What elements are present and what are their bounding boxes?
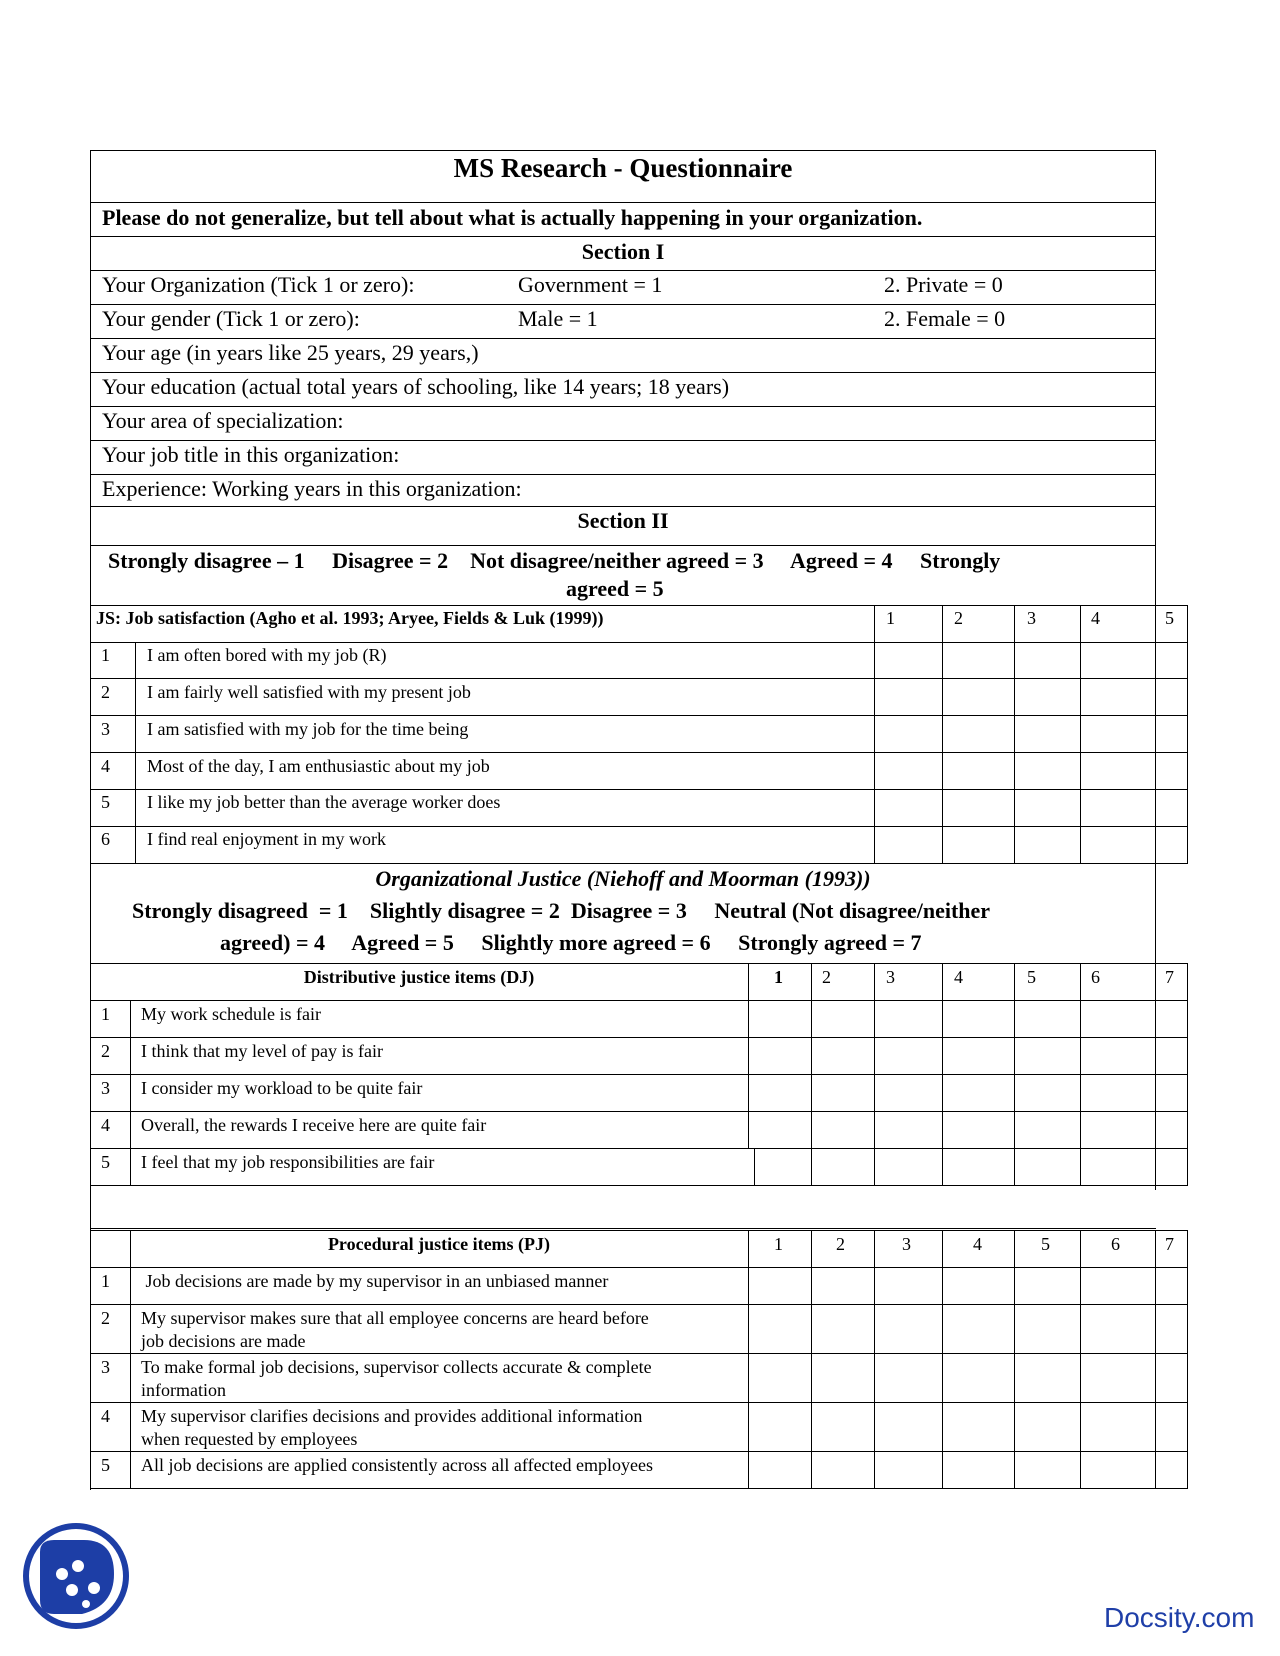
pj-col-1: 1 [774,1234,783,1254]
js-col-5: 5 [1165,608,1174,628]
js-col-4: 4 [1091,608,1100,628]
docsity-brand[interactable]: Docsity.com [1104,1602,1255,1633]
pj-col-7: 7 [1165,1234,1174,1254]
row-number: 2 [101,1041,110,1061]
item-text-cont: information [141,1380,226,1400]
gender-label: Your gender (Tick 1 or zero): [102,306,360,331]
row-number: 3 [101,1078,110,1098]
org-option-government[interactable]: Government = 1 [518,272,663,297]
item-text: I am fairly well satisfied with my present job [147,682,471,702]
js-table-header: JS: Job satisfaction (Agho et al. 1993; Aryee, Fields & Luk (1999)) [96,608,604,628]
row-number: 1 [101,645,110,665]
pj-col-3: 3 [902,1234,911,1254]
item-text: My supervisor clarifies decisions and provides additional information [141,1406,643,1426]
js-col-2: 2 [954,608,963,628]
gender-option-female[interactable]: 2. Female = 0 [884,306,1006,331]
org-option-private[interactable]: 2. Private = 0 [884,272,1003,297]
item-text: Job decisions are made by my supervisor in an unbiased manner [141,1271,609,1291]
item-text: To make formal job decisions, supervisor collects accurate & complete [141,1357,652,1377]
oj-title: Organizational Justice (Niehoff and Moorman (1993)) [375,866,871,891]
item-text-cont: job decisions are made [141,1331,306,1351]
specialization-field[interactable]: Your area of specialization: [102,408,344,433]
org-label: Your Organization (Tick 1 or zero): [102,272,415,297]
row-number: 2 [101,682,110,702]
dj-table-header: Distributive justice items (DJ) [303,967,535,987]
row-number: 6 [101,829,110,849]
dj-col-4: 4 [954,967,963,987]
item-text: I think that my level of pay is fair [141,1041,383,1061]
dj-col-6: 6 [1091,967,1100,987]
row-number: 4 [101,1115,110,1135]
section1-heading: Section I [581,239,665,264]
js-col-3: 3 [1027,608,1036,628]
row-number: 5 [101,792,110,812]
row-number: 5 [101,1455,110,1475]
row-number: 4 [101,756,110,776]
item-text: I am satisfied with my job for the time being [147,719,469,739]
row-number: 1 [101,1271,110,1291]
dj-col-3: 3 [886,967,895,987]
pj-table-header: Procedural justice items (PJ) [327,1234,551,1254]
dj-col-7: 7 [1165,967,1174,987]
item-text: My work schedule is fair [141,1004,321,1024]
gender-option-male[interactable]: Male = 1 [518,306,598,331]
row-number: 1 [101,1004,110,1024]
pj-col-5: 5 [1041,1234,1050,1254]
js-scale-line1: Strongly disagree – 1 Disagree = 2 Not disagree/neither agreed = 3 Agreed = 4 Strongly [108,548,1001,573]
pj-col-6: 6 [1111,1234,1120,1254]
item-text: I feel that my job responsibilities are fair [141,1152,435,1172]
section2-heading: Section II [577,508,669,533]
item-text: Most of the day, I am enthusiastic about my job [147,756,490,776]
row-number: 3 [101,719,110,739]
js-col-1: 1 [886,608,895,628]
row-number: 4 [101,1406,110,1426]
item-text: I like my job better than the average worker does [147,792,501,812]
instruction-text: Please do not generalize, but tell about what is actually happening in your organization. [102,205,923,230]
item-text: I am often bored with my job (R) [147,645,387,665]
dj-col-2: 2 [822,967,831,987]
age-field[interactable]: Your age (in years like 25 years, 29 years,) [102,340,479,365]
oj-scale-line2: agreed) = 4 Agreed = 5 Slightly more agreed = 6 Strongly agreed = 7 [220,930,922,955]
item-text: My supervisor makes sure that all employee concerns are heard before [141,1308,649,1328]
docsity-logo-icon [22,1522,130,1630]
row-number: 3 [101,1357,110,1377]
job-title-field[interactable]: Your job title in this organization: [102,442,400,467]
item-text: All job decisions are applied consistently across all affected employees [141,1455,654,1475]
item-text-cont: when requested by employees [141,1429,358,1449]
row-number: 2 [101,1308,110,1328]
page-title: MS Research - Questionnaire [453,153,793,183]
item-text: I consider my workload to be quite fair [141,1078,423,1098]
dj-col-1: 1 [774,967,783,987]
js-scale-line2: agreed = 5 [566,576,664,601]
oj-scale-line1: Strongly disagreed = 1 Slightly disagree = 2 Disagree = 3 Neutral (Not disagree/neither [132,898,991,923]
dj-col-5: 5 [1027,967,1036,987]
experience-field[interactable]: Experience: Working years in this organization: [102,476,522,501]
pj-col-4: 4 [973,1234,982,1254]
item-text: I find real enjoyment in my work [147,829,386,849]
row-number: 5 [101,1152,110,1172]
item-text: Overall, the rewards I receive here are quite fair [141,1115,487,1135]
education-field[interactable]: Your education (actual total years of schooling, like 14 years; 18 years) [102,374,730,399]
pj-col-2: 2 [836,1234,845,1254]
